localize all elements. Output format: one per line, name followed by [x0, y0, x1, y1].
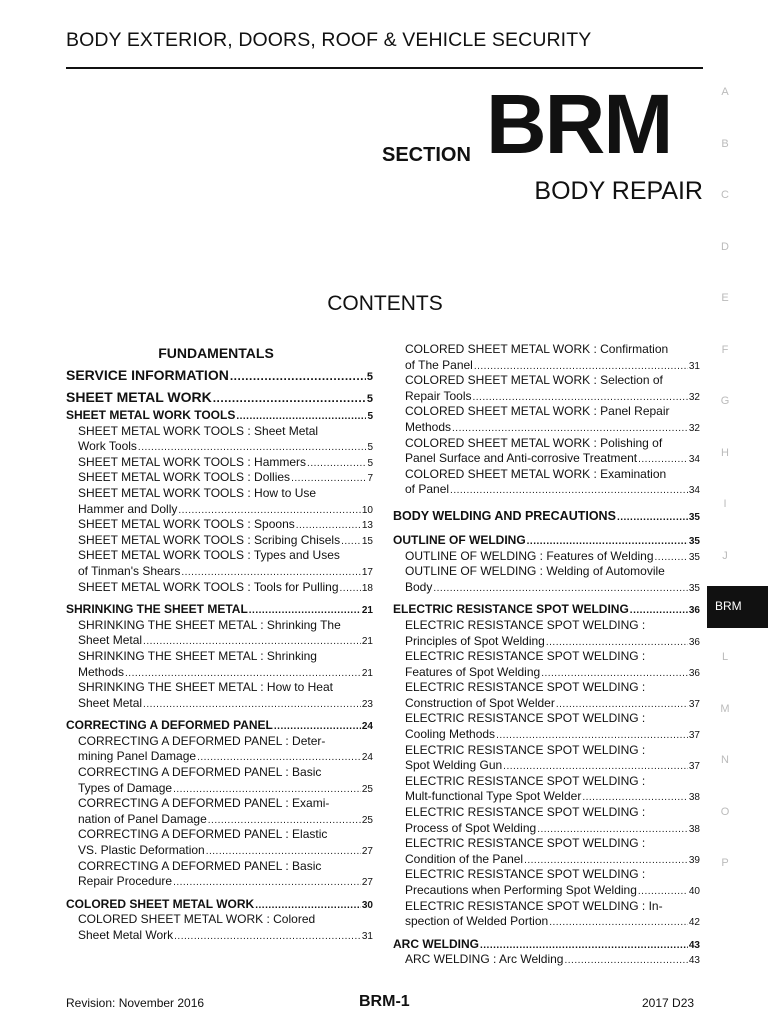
thumb-index-tab[interactable]: N	[721, 754, 729, 766]
toc-entry-title: SHRINKING THE SHEET METAL : How to Heat	[78, 680, 333, 695]
toc-page-number: 5	[367, 457, 373, 469]
toc-entry-title: ELECTRIC RESISTANCE SPOT WELDING :	[405, 867, 646, 882]
toc-entry[interactable]	[393, 743, 700, 759]
toc-entry-title: CORRECTING A DEFORMED PANEL : Deter-	[78, 733, 326, 748]
toc-page-number: 37	[688, 730, 700, 742]
toc-page-number: 36	[688, 636, 700, 648]
toc-page-number: 38	[688, 823, 700, 835]
toc-leader-dots	[208, 813, 361, 829]
toc-page-number: 37	[688, 761, 700, 773]
toc-entry-title: SERVICE INFORMATION	[66, 367, 229, 383]
toc-entry[interactable]	[393, 580, 700, 596]
toc-entry-title: SHEET METAL WORK TOOLS : Scribing Chisels	[78, 532, 341, 547]
toc-entry-title: SHEET METAL WORK TOOLS : Types and Uses	[78, 548, 340, 563]
toc-leader-dots	[206, 844, 361, 860]
toc-entry-title: SHRINKING THE SHEET METAL	[66, 602, 248, 617]
toc-leader-dots	[549, 915, 688, 931]
toc-entry-title: ELECTRIC RESISTANCE SPOT WELDING :	[405, 649, 646, 664]
toc-entry-title: Sheet Metal Work	[78, 928, 174, 942]
toc-leader-dots	[503, 759, 688, 775]
toc-entry-title: Features of Spot Welding	[405, 664, 541, 679]
toc-entry[interactable]	[393, 836, 700, 852]
toc-entry[interactable]	[66, 424, 373, 440]
toc-entry[interactable]	[66, 649, 373, 665]
toc-leader-dots	[236, 409, 366, 425]
thumb-index-tab[interactable]: O	[720, 806, 730, 818]
toc-page-number: 21	[361, 636, 373, 648]
toc-page-number: 15	[361, 535, 373, 547]
toc-entry-title: ELECTRIC RESISTANCE SPOT WELDING :	[405, 711, 646, 726]
toc-entry-title: CORRECTING A DEFORMED PANEL : Basic	[78, 858, 322, 873]
toc-left-column	[66, 342, 373, 944]
toc-entry-title: Repair Tools	[405, 388, 472, 403]
toc-entry[interactable]	[393, 914, 700, 930]
thumb-index-tab[interactable]: B	[721, 138, 729, 150]
toc-page-number: 34	[688, 454, 700, 466]
toc-entry-title: COLORED SHEET METAL WORK : Examination	[405, 466, 667, 481]
toc-heading[interactable]	[393, 506, 700, 526]
toc-page-number: 25	[361, 814, 373, 826]
toc-entry[interactable]	[393, 805, 700, 821]
toc-entry[interactable]	[66, 796, 373, 812]
toc-entry[interactable]	[393, 618, 700, 634]
toc-entry-title: spection of Welded Portion	[405, 914, 549, 929]
toc-entry-title: of Panel	[405, 482, 450, 497]
toc-page-number: 5	[367, 442, 373, 454]
toc-heading[interactable]	[393, 602, 700, 618]
toc-leader-dots	[655, 550, 688, 566]
toc-entry[interactable]	[66, 618, 373, 634]
toc-entry-title: ELECTRIC RESISTANCE SPOT WELDING	[393, 602, 629, 617]
toc-entry-title: Cooling Methods	[405, 727, 496, 742]
toc-entry[interactable]	[66, 680, 373, 696]
toc-right-column	[393, 342, 700, 968]
toc-entry-title: CORRECTING A DEFORMED PANEL : Basic	[78, 765, 322, 780]
toc-entry-title: SHEET METAL WORK TOOLS : Dollies	[78, 470, 291, 485]
toc-page-number: 43	[688, 955, 700, 967]
toc-entry-title: Body	[405, 579, 433, 594]
toc-page-number: 5	[366, 393, 373, 405]
toc-heading[interactable]	[393, 937, 700, 953]
toc-entry-title: COLORED SHEET METAL WORK : Colored	[78, 912, 316, 927]
toc-entry[interactable]	[66, 696, 373, 712]
toc-page-number: 10	[361, 504, 373, 516]
toc-page-number: 30	[361, 899, 373, 911]
toc-leader-dots	[174, 929, 361, 945]
toc-page-number: 35	[688, 551, 700, 563]
toc-entry-title: COLORED SHEET METAL WORK : Polishing of	[405, 435, 663, 450]
toc-page-number: 21	[361, 667, 373, 679]
toc-leader-dots	[617, 508, 688, 528]
toc-leader-dots	[213, 387, 366, 409]
toc-page-number: 36	[688, 605, 700, 617]
toc-entry[interactable]	[66, 749, 373, 765]
toc-leader-dots	[638, 452, 688, 468]
toc-entry[interactable]	[66, 874, 373, 890]
toc-entry-title: Repair Procedure	[78, 874, 173, 889]
toc-page-number: 25	[361, 783, 373, 795]
toc-entry-title: ELECTRIC RESISTANCE SPOT WELDING : In-	[405, 898, 663, 913]
toc-page-number: 40	[688, 886, 700, 897]
header-divider	[66, 67, 703, 69]
toc-leader-dots	[181, 565, 361, 581]
toc-page-number: 24	[361, 721, 373, 733]
toc-entry-title: SHEET METAL WORK TOOLS : How to Use	[78, 485, 317, 500]
toc-leader-dots	[582, 790, 688, 806]
toc-leader-dots	[230, 365, 366, 387]
toc-page-number: 37	[688, 698, 700, 710]
toc-entry-title: OUTLINE OF WELDING	[393, 532, 526, 547]
toc-leader-dots	[143, 634, 361, 650]
thumb-index-tab[interactable]: H	[721, 447, 729, 459]
toc-leader-dots	[474, 359, 688, 375]
toc-entry[interactable]	[393, 451, 700, 467]
section-code: BRM	[486, 77, 672, 171]
toc-entry-title: SHEET METAL WORK TOOLS	[66, 408, 236, 422]
toc-entry-title: Precautions when Performing Spot Welding	[405, 883, 637, 897]
toc-entry[interactable]	[66, 580, 373, 596]
toc-entry[interactable]	[66, 928, 373, 944]
thumb-index-tab[interactable]: L	[721, 651, 729, 663]
toc-leader-dots	[197, 750, 361, 766]
toc-heading[interactable]	[66, 386, 373, 408]
toc-entry-title: Process of Spot Welding	[405, 820, 537, 835]
toc-page-number: 38	[688, 792, 700, 804]
toc-entry-title: Methods	[405, 419, 452, 434]
toc-page-number: 18	[361, 582, 373, 594]
toc-page-number: 42	[688, 917, 700, 929]
contents-title: CONTENTS	[327, 292, 443, 315]
toc-entry[interactable]	[393, 883, 700, 899]
toc-entry[interactable]	[393, 649, 700, 665]
toc-entry[interactable]	[66, 564, 373, 580]
toc-heading[interactable]	[66, 602, 373, 618]
toc-entry[interactable]	[66, 812, 373, 828]
toc-page-number: 39	[688, 854, 700, 866]
thumb-index-tab[interactable]: M	[720, 703, 730, 715]
toc-entry-title: COLORED SHEET METAL WORK : Selection of	[405, 373, 663, 388]
toc-entry-title: Types of Damage	[78, 780, 173, 795]
toc-entry[interactable]	[393, 852, 700, 868]
toc-entry[interactable]	[393, 373, 700, 389]
toc-entry[interactable]	[393, 358, 700, 374]
toc-entry-title: nation of Panel Damage	[78, 811, 207, 826]
toc-entry-title: Condition of the Panel	[405, 851, 524, 866]
toc-leader-dots	[143, 697, 361, 713]
toc-leader-dots	[630, 603, 688, 619]
toc-page-number: 17	[361, 566, 373, 578]
toc-entry[interactable]	[393, 727, 700, 743]
toc-entry[interactable]	[66, 455, 373, 471]
toc-page-number: 13	[361, 520, 373, 532]
toc-page-number: 35	[688, 511, 700, 523]
toc-entry[interactable]	[393, 404, 700, 420]
toc-page-number: 27	[361, 877, 373, 889]
toc-entry[interactable]	[66, 781, 373, 797]
toc-entry[interactable]	[393, 482, 700, 498]
toc-leader-dots	[452, 421, 688, 437]
toc-entry-title: ELECTRIC RESISTANCE SPOT WELDING :	[405, 836, 646, 851]
toc-entry-title: ELECTRIC RESISTANCE SPOT WELDING :	[405, 680, 646, 695]
toc-entry-title: Methods	[78, 664, 125, 679]
toc-entry-title: COLORED SHEET METAL WORK	[66, 896, 255, 911]
toc-entry[interactable]	[66, 859, 373, 875]
toc-page-number: 24	[361, 752, 373, 764]
toc-leader-dots	[480, 938, 688, 954]
toc-entry[interactable]	[66, 548, 373, 564]
toc-entry-title: VS. Plastic Deformation	[78, 843, 205, 858]
toc-entry-title: SHEET METAL WORK TOOLS : Tools for Pulling	[78, 579, 339, 594]
toc-entry[interactable]	[393, 774, 700, 790]
toc-entry[interactable]	[66, 665, 373, 681]
toc-leader-dots	[564, 953, 687, 969]
toc-entry-title: CORRECTING A DEFORMED PANEL : Elastic	[78, 827, 328, 842]
footer-revision: Revision: November 2016	[66, 996, 205, 1010]
toc-entry[interactable]	[393, 549, 700, 565]
toc-entry-title: ARC WELDING : Arc Welding	[405, 952, 564, 967]
toc-entry[interactable]	[393, 634, 700, 650]
toc-entry-title: SHEET METAL WORK TOOLS : Sheet Metal	[78, 423, 319, 438]
footer-page-id: BRM-1	[359, 993, 410, 1010]
toc-leader-dots	[496, 728, 688, 744]
toc-entry-title: Principles of Spot Welding	[405, 633, 545, 648]
toc-entry[interactable]	[66, 912, 373, 928]
toc-entry[interactable]	[66, 633, 373, 649]
toc-entry-title: Construction of Spot Welder	[405, 695, 555, 710]
toc-entry-title: Sheet Metal	[78, 633, 143, 648]
toc-entry[interactable]	[66, 843, 373, 859]
toc-heading[interactable]	[66, 408, 373, 424]
toc-entry[interactable]	[393, 420, 700, 436]
toc-page-number: 31	[361, 931, 373, 942]
toc-page-number: 43	[688, 939, 700, 951]
thumb-index-tab[interactable]: C	[721, 189, 729, 201]
toc-leader-dots	[138, 440, 367, 456]
toc-page-number: 27	[361, 846, 373, 858]
toc-leader-dots	[472, 390, 687, 406]
toc-entry[interactable]	[393, 467, 700, 483]
toc-entry[interactable]	[66, 533, 373, 549]
footer-model: 2017 D23	[642, 996, 695, 1010]
toc-leader-dots	[178, 503, 361, 519]
toc-leader-dots	[450, 483, 688, 499]
toc-page-number: 23	[361, 698, 373, 710]
toc-entry[interactable]	[393, 899, 700, 915]
toc-heading[interactable]	[66, 718, 373, 734]
thumb-index-tab[interactable]: E	[721, 292, 729, 304]
thumb-index-tab[interactable]: D	[721, 241, 729, 253]
toc-entry-title: ELECTRIC RESISTANCE SPOT WELDING :	[405, 617, 646, 632]
toc-page-number: 35	[688, 535, 700, 547]
toc-entry-title: ELECTRIC RESISTANCE SPOT WELDING :	[405, 805, 646, 820]
thumb-index-tab[interactable]: A	[721, 86, 729, 98]
toc-leader-dots	[307, 456, 366, 472]
toc-entry[interactable]	[393, 342, 700, 358]
toc-page-number: 5	[367, 411, 373, 422]
thumb-index-tab[interactable]: P	[721, 857, 729, 869]
toc-entry-title: CORRECTING A DEFORMED PANEL : Exami-	[78, 796, 330, 811]
toc-entry[interactable]	[393, 696, 700, 712]
toc-leader-dots	[341, 534, 361, 550]
toc-page-number: 21	[361, 605, 373, 617]
toc-entry-title: ARC WELDING	[393, 936, 479, 951]
thumb-index-tab[interactable]: G	[720, 395, 730, 407]
toc-entry[interactable]	[66, 470, 373, 486]
thumb-index-tab[interactable]: J	[722, 550, 728, 562]
toc-entry[interactable]	[66, 439, 373, 455]
toc-entry-title: COLORED SHEET METAL WORK : Panel Repair	[405, 404, 670, 419]
toc-page-number: 34	[688, 485, 700, 497]
toc-page-number: 32	[688, 391, 700, 403]
toc-leader-dots	[556, 697, 688, 713]
toc-leader-dots	[173, 782, 361, 798]
toc-entry-title: Hammer and Dolly	[78, 501, 178, 516]
toc-leader-dots	[173, 875, 361, 891]
toc-page-number: 35	[688, 582, 700, 594]
toc-entry-title: CORRECTING A DEFORMED PANEL	[66, 718, 273, 733]
toc-page-number: 32	[688, 422, 700, 434]
toc-entry[interactable]	[393, 436, 700, 452]
section-name: BODY REPAIR	[534, 177, 703, 205]
toc-entry[interactable]	[66, 486, 373, 502]
thumb-index-active-tab[interactable]: BRM	[707, 586, 768, 628]
toc-leader-dots	[296, 518, 361, 534]
toc-entry-title: Sheet Metal	[78, 695, 143, 710]
toc-page-number: 31	[688, 360, 700, 372]
toc-entry-title: Mult-functional Type Spot Welder	[405, 789, 582, 804]
toc-leader-dots	[125, 666, 361, 682]
toc-entry[interactable]	[393, 952, 700, 968]
toc-heading[interactable]	[393, 533, 700, 549]
toc-entry-title: SHEET METAL WORK TOOLS : Hammers	[78, 454, 307, 469]
toc-page-number: 7	[367, 473, 373, 485]
toc-leader-dots	[340, 581, 361, 597]
manual-group-title: BODY EXTERIOR, DOORS, ROOF & VEHICLE SECURITY	[66, 29, 592, 51]
toc-entry-title: ELECTRIC RESISTANCE SPOT WELDING :	[405, 773, 646, 788]
toc-entry[interactable]	[393, 867, 700, 883]
toc-leader-dots	[433, 581, 688, 597]
toc-entry-title: SHEET METAL WORK TOOLS : Spoons	[78, 517, 295, 532]
toc-entry-title: ELECTRIC RESISTANCE SPOT WELDING :	[405, 742, 646, 757]
thumb-index-tab[interactable]: F	[721, 344, 729, 356]
toc-group-heading: FUNDAMENTALS	[158, 345, 274, 361]
section-label: SECTION	[382, 144, 471, 166]
toc-leader-dots	[527, 534, 688, 550]
toc-entry[interactable]	[393, 389, 700, 405]
toc-page-number: 5	[366, 371, 373, 383]
toc-entry[interactable]	[66, 734, 373, 750]
toc-entry[interactable]	[66, 827, 373, 843]
toc-entry-title: OUTLINE OF WELDING : Welding of Automovile	[405, 564, 665, 579]
toc-entry[interactable]	[66, 517, 373, 533]
toc-entry[interactable]	[393, 680, 700, 696]
toc-entry-title: Work Tools	[78, 439, 137, 454]
toc-entry[interactable]	[66, 502, 373, 518]
toc-leader-dots	[249, 603, 361, 619]
toc-entry-title: of Tinman's Shears	[78, 563, 181, 578]
toc-leader-dots	[274, 719, 361, 735]
toc-entry-title: Panel Surface and Anti-corrosive Treatment	[405, 451, 638, 466]
toc-leader-dots	[546, 635, 688, 651]
toc-leader-dots	[541, 666, 688, 682]
toc-entry[interactable]	[393, 821, 700, 837]
toc-entry-title: SHRINKING THE SHEET METAL : Shrinking	[78, 648, 317, 663]
toc-page-number: 36	[688, 667, 700, 679]
toc-heading[interactable]	[66, 364, 373, 386]
toc-leader-dots	[537, 822, 688, 838]
toc-entry[interactable]	[66, 765, 373, 781]
toc-entry[interactable]	[393, 758, 700, 774]
toc-entry-title: COLORED SHEET METAL WORK : Confirmation	[405, 342, 669, 356]
toc-leader-dots	[524, 853, 688, 869]
thumb-index-tab[interactable]: I	[723, 498, 727, 510]
toc-entry-title: SHRINKING THE SHEET METAL : Shrinking The	[78, 617, 341, 632]
toc-entry[interactable]	[393, 711, 700, 727]
toc-heading[interactable]	[66, 897, 373, 913]
toc-entry[interactable]	[393, 564, 700, 580]
toc-entry-title: SHEET METAL WORK	[66, 389, 212, 405]
toc-leader-dots	[638, 884, 688, 900]
toc-entry-title: Spot Welding Gun	[405, 758, 503, 773]
toc-entry-title: OUTLINE OF WELDING : Features of Welding	[405, 548, 654, 563]
toc-entry-title: mining Panel Damage	[78, 749, 197, 764]
toc-leader-dots	[291, 471, 366, 487]
toc-entry-title: BODY WELDING AND PRECAUTIONS	[393, 508, 616, 523]
toc-leader-dots	[255, 898, 361, 914]
toc-entry[interactable]	[393, 665, 700, 681]
toc-entry[interactable]	[393, 789, 700, 805]
toc-entry-title: of The Panel	[405, 357, 473, 372]
